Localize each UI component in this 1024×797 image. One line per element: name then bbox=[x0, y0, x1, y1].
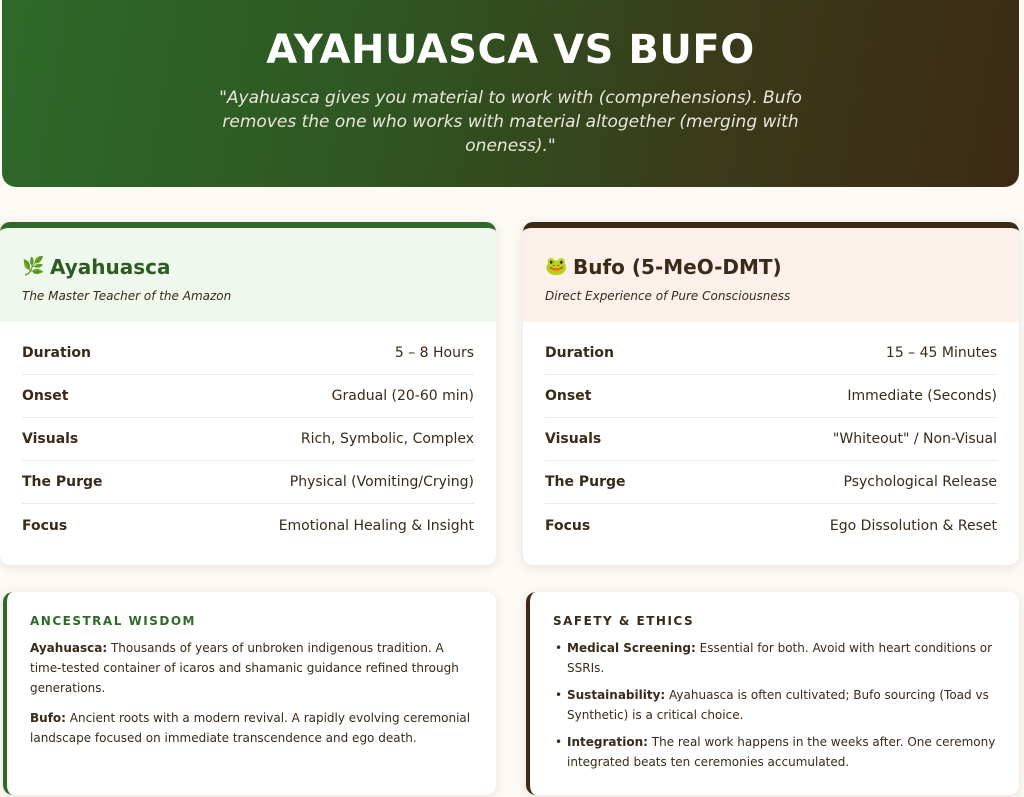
wisdom-item-label: Ayahuasca: bbox=[30, 641, 108, 655]
panel-heading: ANCESTRAL WISDOM bbox=[30, 614, 196, 628]
card-title-text: Bufo (5-MeO-DMT) bbox=[573, 255, 782, 279]
table-row bbox=[22, 375, 474, 418]
wisdom-item bbox=[30, 708, 474, 748]
row-label: Onset bbox=[545, 388, 592, 404]
row-value: 15 – 45 Minutes bbox=[885, 345, 997, 361]
safety-list bbox=[553, 638, 997, 772]
wisdom-item-label: Bufo: bbox=[30, 711, 66, 725]
bufo-card bbox=[523, 222, 1019, 565]
list-item bbox=[553, 638, 997, 678]
table-row bbox=[22, 504, 474, 547]
row-label: The Purge bbox=[545, 474, 626, 490]
list-item-label: Medical Screening: bbox=[567, 641, 696, 655]
list-item-text: The real work happens in the weeks after. One ceremony integrated beats ten ceremonies accumulated. bbox=[567, 735, 996, 769]
card-title bbox=[22, 254, 474, 280]
row-label: Duration bbox=[22, 345, 92, 361]
table-row bbox=[545, 375, 997, 418]
list-item-text: Essential for both. Avoid with heart conditions or SSRIs. bbox=[567, 641, 993, 675]
card-header bbox=[523, 228, 1019, 322]
row-label: Onset bbox=[22, 388, 69, 404]
table-row bbox=[545, 418, 997, 461]
wisdom-item-text: Thousands of years of unbroken indigenous tradition. A time-tested container of icaros and shamanic guidance refined through generations. bbox=[30, 641, 459, 695]
table-row bbox=[22, 418, 474, 461]
comparison-table bbox=[0, 322, 496, 547]
row-value: Rich, Symbolic, Complex bbox=[300, 431, 474, 447]
row-value: "Whiteout" / Non-Visual bbox=[832, 431, 997, 447]
table-row bbox=[545, 332, 997, 375]
wisdom-item-text: Ancient roots with a modern revival. A rapidly evolving ceremonial landscape focused on immediate transcendence and ego death. bbox=[30, 711, 471, 745]
table-row bbox=[22, 461, 474, 504]
row-value: 5 – 8 Hours bbox=[394, 345, 474, 361]
ancestral-wisdom-panel bbox=[3, 592, 496, 795]
row-label: Duration bbox=[545, 345, 615, 361]
card-title bbox=[545, 254, 997, 280]
row-value: Ego Dissolution & Reset bbox=[829, 517, 997, 534]
hero-quote: "Ayahuasca gives you material to work with (comprehensions). Bufo removes the one who works with material altogether (merging with oneness)." bbox=[219, 88, 802, 156]
hero-banner bbox=[2, 0, 1019, 187]
comparison-table bbox=[523, 322, 1019, 547]
list-item bbox=[553, 685, 997, 725]
card-subtitle: Direct Experience of Pure Consciousness bbox=[545, 289, 791, 303]
safety-ethics-panel bbox=[526, 592, 1019, 795]
row-value: Immediate (Seconds) bbox=[847, 388, 997, 404]
list-item bbox=[553, 732, 997, 772]
list-item-text: Ayahuasca is often cultivated; Bufo sourcing (Toad vs Synthetic) is a critical choice. bbox=[567, 688, 989, 722]
row-value: Emotional Healing & Insight bbox=[278, 517, 474, 534]
row-label: Focus bbox=[545, 517, 591, 534]
row-label: Focus bbox=[22, 517, 68, 534]
table-row bbox=[545, 504, 997, 547]
wisdom-item bbox=[30, 638, 474, 698]
frog-icon: 🐸 bbox=[545, 256, 568, 277]
row-label: Visuals bbox=[545, 431, 602, 447]
row-label: The Purge bbox=[22, 474, 103, 490]
row-value: Psychological Release bbox=[843, 474, 997, 490]
table-row bbox=[22, 332, 474, 375]
ayahuasca-card bbox=[0, 222, 496, 565]
page-title: AYAHUASCA VS BUFO bbox=[266, 27, 755, 73]
card-header bbox=[0, 228, 496, 322]
table-row bbox=[545, 461, 997, 504]
card-subtitle: The Master Teacher of the Amazon bbox=[22, 289, 232, 303]
panel-heading: SAFETY & ETHICS bbox=[553, 614, 695, 628]
row-value: Gradual (20-60 min) bbox=[331, 388, 474, 404]
row-value: Physical (Vomiting/Crying) bbox=[289, 474, 474, 490]
list-item-label: Sustainability: bbox=[567, 688, 666, 702]
list-item-label: Integration: bbox=[567, 735, 648, 749]
card-title-text: Ayahuasca bbox=[50, 255, 171, 279]
leaf-icon: 🌿 bbox=[22, 256, 45, 277]
row-label: Visuals bbox=[22, 431, 79, 447]
